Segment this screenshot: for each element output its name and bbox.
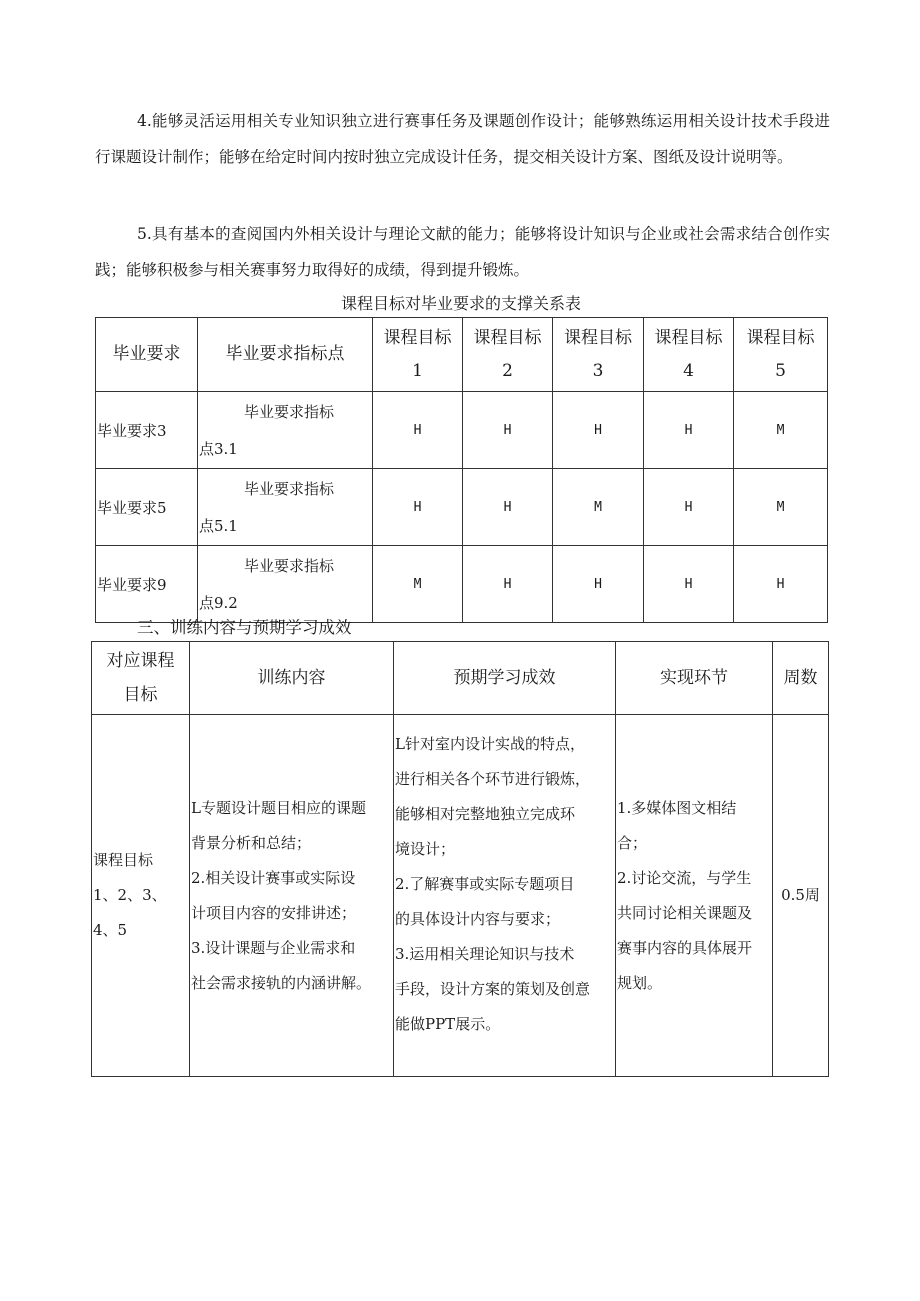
expected-outcome-cell: L针对室内设计实战的特点， 进行相关各个环节进行锻炼， 能够相对完整地独立完成环 境设计； 2.了解赛事或实际专题项目 的具体设计内容与要求； 3.运用相关理论知识与技术 手段，设计方案的策划及创意 能做PPT展示。 <box>394 715 616 1077</box>
training-table-header-row <box>92 642 829 715</box>
header-expected-outcome: 预期学习成效 <box>394 642 616 715</box>
indicator-point-cell: 毕业要求指标 点9.2 <box>198 546 373 623</box>
section-title: 三、训练内容与预期学习成效 <box>137 618 352 637</box>
header-course-goal: 对应课程 目标 <box>92 642 190 715</box>
requirement-cell: 毕业要求3 <box>96 392 198 469</box>
requirement-cell: 毕业要求9 <box>96 546 198 623</box>
table-row <box>92 715 829 1077</box>
requirement-cell: 毕业要求5 <box>96 469 198 546</box>
header-indicator-point: 毕业要求指标点 <box>198 318 373 392</box>
level-cell: M <box>734 392 828 469</box>
level-cell: H <box>644 469 734 546</box>
level-cell: M <box>373 546 463 623</box>
weeks-cell: 0.5周 <box>773 715 829 1077</box>
header-goal-5: 课程目标 5 <box>734 318 828 392</box>
header-training-content: 训练内容 <box>190 642 394 715</box>
table-row <box>96 392 828 469</box>
table-row <box>96 546 828 623</box>
level-cell: M <box>553 469 644 546</box>
level-cell: H <box>553 546 644 623</box>
paragraph-4: 4.能够灵活运用相关专业知识独立进行赛事任务及课题创作设计；能够熟练运用相关设计技术手段进行课题设计制作；能够在给定时间内按时独立完成设计任务，提交相关设计方案、图纸及设计说明等。 <box>95 112 830 166</box>
level-cell: H <box>644 546 734 623</box>
level-cell: M <box>734 469 828 546</box>
level-cell: H <box>644 392 734 469</box>
level-cell: H <box>373 392 463 469</box>
table-row <box>96 469 828 546</box>
header-implementation: 实现环节 <box>616 642 773 715</box>
course-goal-cell: 课程目标 1、2、3、 4、5 <box>92 715 190 1077</box>
level-cell: H <box>463 469 553 546</box>
support-table-caption: 课程目标对毕业要求的支撑关系表 <box>340 294 581 313</box>
level-cell: H <box>463 546 553 623</box>
training-content-cell: L专题设计题目相应的课题 背景分析和总结； 2.相关设计赛事或实际设 计项目内容的安排讲述； 3.设计课题与企业需求和 社会需求接轨的内涵讲解。 <box>190 715 394 1077</box>
implementation-cell: 1.多媒体图文相结 合； 2.讨论交流，与学生 共同讨论相关课题及 赛事内容的具体展开 规划。 <box>616 715 773 1077</box>
header-goal-3: 课程目标 3 <box>553 318 644 392</box>
header-goal-2: 课程目标 2 <box>463 318 553 392</box>
header-weeks: 周数 <box>773 642 829 715</box>
indicator-point-cell: 毕业要求指标 点5.1 <box>198 469 373 546</box>
level-cell: H <box>373 469 463 546</box>
level-cell: H <box>553 392 644 469</box>
level-cell: H <box>463 392 553 469</box>
indicator-point-cell: 毕业要求指标 点3.1 <box>198 392 373 469</box>
header-graduation-requirement: 毕业要求 <box>96 318 198 392</box>
header-goal-1: 课程目标 1 <box>373 318 463 392</box>
training-content-table <box>91 641 829 1077</box>
support-relationship-table <box>95 317 828 623</box>
header-goal-4: 课程目标 4 <box>644 318 734 392</box>
paragraph-5: 5.具有基本的查阅国内外相关设计与理论文献的能力；能够将设计知识与企业或社会需求结合创作实践；能够积极参与相关赛事努力取得好的成绩，得到提升锻炼。 <box>95 225 830 279</box>
level-cell: H <box>734 546 828 623</box>
support-table-header-row <box>96 318 828 392</box>
